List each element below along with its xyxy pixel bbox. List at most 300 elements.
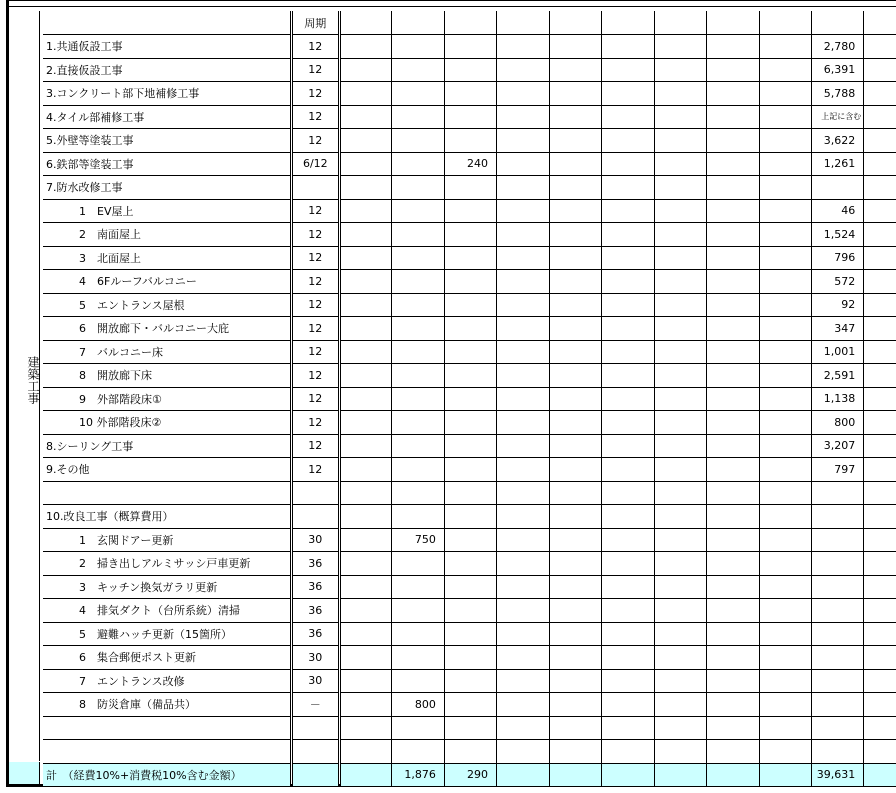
table-cell[interactable]: [655, 58, 707, 82]
period-cell[interactable]: 12: [291, 199, 339, 223]
table-cell[interactable]: [339, 387, 391, 411]
amount-cell[interactable]: [812, 716, 864, 740]
table-cell[interactable]: [339, 622, 391, 646]
table-cell[interactable]: [339, 246, 391, 270]
item-label-cell[interactable]: 6 開放廊下・バルコニー大庇: [43, 317, 291, 341]
table-cell[interactable]: [864, 223, 896, 247]
table-cell[interactable]: [550, 669, 602, 693]
table-cell[interactable]: [864, 317, 896, 341]
cost-cell-2[interactable]: [444, 669, 496, 693]
table-cell[interactable]: [707, 176, 760, 200]
cost-cell-2[interactable]: [444, 317, 496, 341]
amount-cell[interactable]: 3,207: [812, 434, 864, 458]
cost-cell-1[interactable]: 750: [391, 528, 444, 552]
cost-cell-1[interactable]: [391, 340, 444, 364]
table-cell[interactable]: [707, 740, 760, 764]
amount-cell[interactable]: 6,391: [812, 58, 864, 82]
cost-cell-2[interactable]: [444, 599, 496, 623]
table-cell[interactable]: [760, 270, 812, 294]
cost-cell-2[interactable]: [444, 129, 496, 153]
table-cell[interactable]: [496, 129, 549, 153]
period-cell[interactable]: 12: [291, 458, 339, 482]
item-label-cell[interactable]: 5 エントランス屋根: [43, 293, 291, 317]
table-cell[interactable]: [707, 152, 760, 176]
table-cell[interactable]: [655, 552, 707, 576]
table-cell[interactable]: [496, 152, 549, 176]
cost-cell-2[interactable]: [444, 35, 496, 59]
table-cell[interactable]: [339, 129, 391, 153]
table-cell[interactable]: [602, 599, 655, 623]
table-cell[interactable]: [550, 716, 602, 740]
table-cell[interactable]: [339, 763, 391, 787]
table-cell[interactable]: [602, 152, 655, 176]
cost-cell-2[interactable]: [444, 223, 496, 247]
table-cell[interactable]: [760, 293, 812, 317]
amount-cell[interactable]: [812, 599, 864, 623]
amount-cell[interactable]: [812, 552, 864, 576]
table-cell[interactable]: [496, 669, 549, 693]
cost-cell-1[interactable]: 1,876: [391, 763, 444, 787]
header-cell[interactable]: [550, 11, 602, 35]
table-cell[interactable]: [550, 693, 602, 717]
period-cell[interactable]: 12: [291, 129, 339, 153]
cost-cell-1[interactable]: [391, 740, 444, 764]
table-cell[interactable]: [339, 575, 391, 599]
table-cell[interactable]: [550, 740, 602, 764]
table-cell[interactable]: [339, 458, 391, 482]
table-cell[interactable]: [602, 575, 655, 599]
table-cell[interactable]: [707, 505, 760, 529]
table-cell[interactable]: [760, 599, 812, 623]
item-label-cell[interactable]: 10 外部階段床②: [43, 411, 291, 435]
table-cell[interactable]: [496, 82, 549, 106]
period-cell[interactable]: 12: [291, 364, 339, 388]
table-cell[interactable]: [339, 552, 391, 576]
table-cell[interactable]: [550, 575, 602, 599]
table-cell[interactable]: [655, 246, 707, 270]
table-cell[interactable]: [707, 458, 760, 482]
table-cell[interactable]: [496, 552, 549, 576]
period-cell[interactable]: 36: [291, 622, 339, 646]
table-cell[interactable]: [550, 270, 602, 294]
table-cell[interactable]: [655, 105, 707, 129]
table-cell[interactable]: [707, 293, 760, 317]
table-cell[interactable]: [602, 270, 655, 294]
table-cell[interactable]: [550, 528, 602, 552]
table-cell[interactable]: [655, 481, 707, 505]
table-cell[interactable]: [655, 763, 707, 787]
amount-cell[interactable]: 2,591: [812, 364, 864, 388]
table-cell[interactable]: [339, 411, 391, 435]
table-cell[interactable]: [864, 575, 896, 599]
table-cell[interactable]: [864, 82, 896, 106]
item-label-cell[interactable]: 3 北面屋上: [43, 246, 291, 270]
table-cell[interactable]: [864, 129, 896, 153]
table-cell[interactable]: [864, 646, 896, 670]
table-cell[interactable]: [339, 528, 391, 552]
table-cell[interactable]: [339, 716, 391, 740]
table-cell[interactable]: [550, 552, 602, 576]
item-label-cell[interactable]: [43, 740, 291, 764]
table-cell[interactable]: [602, 411, 655, 435]
cost-cell-1[interactable]: [391, 58, 444, 82]
table-cell[interactable]: [707, 35, 760, 59]
table-cell[interactable]: [339, 669, 391, 693]
cost-cell-1[interactable]: [391, 599, 444, 623]
table-cell[interactable]: [864, 599, 896, 623]
table-cell[interactable]: [655, 340, 707, 364]
cost-cell-1[interactable]: [391, 434, 444, 458]
table-cell[interactable]: [864, 340, 896, 364]
header-cell[interactable]: [602, 11, 655, 35]
cost-cell-1[interactable]: [391, 552, 444, 576]
cost-cell-2[interactable]: 240: [444, 152, 496, 176]
table-cell[interactable]: [760, 246, 812, 270]
table-cell[interactable]: [760, 434, 812, 458]
amount-cell[interactable]: 上記に含む: [812, 105, 864, 129]
table-cell[interactable]: [760, 35, 812, 59]
table-cell[interactable]: [496, 411, 549, 435]
table-cell[interactable]: [760, 411, 812, 435]
table-cell[interactable]: [707, 58, 760, 82]
period-cell[interactable]: 12: [291, 58, 339, 82]
table-cell[interactable]: [864, 434, 896, 458]
table-cell[interactable]: [655, 528, 707, 552]
header-cell[interactable]: [707, 11, 760, 35]
table-cell[interactable]: [602, 693, 655, 717]
period-cell[interactable]: －: [291, 693, 339, 717]
table-cell[interactable]: [339, 599, 391, 623]
table-cell[interactable]: [496, 740, 549, 764]
table-cell[interactable]: [864, 58, 896, 82]
table-cell[interactable]: [339, 434, 391, 458]
header-cell[interactable]: [760, 11, 812, 35]
amount-cell[interactable]: [812, 575, 864, 599]
table-cell[interactable]: [760, 716, 812, 740]
table-cell[interactable]: [602, 622, 655, 646]
cost-cell-2[interactable]: 290: [444, 763, 496, 787]
table-cell[interactable]: [655, 505, 707, 529]
table-cell[interactable]: [602, 458, 655, 482]
table-cell[interactable]: [602, 528, 655, 552]
table-cell[interactable]: [496, 58, 549, 82]
table-cell[interactable]: [760, 528, 812, 552]
table-cell[interactable]: [655, 176, 707, 200]
table-cell[interactable]: [550, 481, 602, 505]
table-cell[interactable]: [760, 669, 812, 693]
table-cell[interactable]: [707, 763, 760, 787]
amount-cell[interactable]: 39,631: [812, 763, 864, 787]
cost-cell-1[interactable]: [391, 387, 444, 411]
table-cell[interactable]: [864, 176, 896, 200]
amount-cell[interactable]: [812, 622, 864, 646]
amount-cell[interactable]: [812, 528, 864, 552]
table-cell[interactable]: [760, 129, 812, 153]
table-cell[interactable]: [707, 669, 760, 693]
period-cell[interactable]: 12: [291, 246, 339, 270]
table-cell[interactable]: [339, 505, 391, 529]
period-cell[interactable]: 12: [291, 105, 339, 129]
table-cell[interactable]: [655, 152, 707, 176]
table-cell[interactable]: [550, 599, 602, 623]
table-cell[interactable]: [760, 364, 812, 388]
table-cell[interactable]: [864, 505, 896, 529]
table-cell[interactable]: [339, 58, 391, 82]
table-cell[interactable]: [707, 364, 760, 388]
table-cell[interactable]: [602, 199, 655, 223]
period-cell[interactable]: 12: [291, 387, 339, 411]
table-cell[interactable]: [496, 340, 549, 364]
table-cell[interactable]: [864, 528, 896, 552]
table-cell[interactable]: [655, 82, 707, 106]
table-cell[interactable]: [864, 364, 896, 388]
header-cell[interactable]: [864, 11, 896, 35]
period-cell[interactable]: 12: [291, 340, 339, 364]
amount-cell[interactable]: [812, 740, 864, 764]
table-cell[interactable]: [496, 387, 549, 411]
table-cell[interactable]: [550, 152, 602, 176]
item-label-cell[interactable]: 4 6Fルーフバルコニー: [43, 270, 291, 294]
table-cell[interactable]: [550, 458, 602, 482]
item-label-cell[interactable]: 8.シーリング工事: [43, 434, 291, 458]
amount-cell[interactable]: 1,261: [812, 152, 864, 176]
cost-cell-1[interactable]: [391, 575, 444, 599]
table-cell[interactable]: [760, 317, 812, 341]
table-cell[interactable]: [707, 575, 760, 599]
item-label-cell[interactable]: 10.改良工事（概算費用）: [43, 505, 291, 529]
table-cell[interactable]: [496, 293, 549, 317]
table-cell[interactable]: [707, 82, 760, 106]
table-cell[interactable]: [550, 246, 602, 270]
table-cell[interactable]: [496, 317, 549, 341]
amount-cell[interactable]: 3,622: [812, 129, 864, 153]
item-label-cell[interactable]: 3 キッチン換気ガラリ更新: [43, 575, 291, 599]
amount-cell[interactable]: 797: [812, 458, 864, 482]
amount-cell[interactable]: 796: [812, 246, 864, 270]
cost-cell-1[interactable]: [391, 669, 444, 693]
cost-cell-1[interactable]: [391, 82, 444, 106]
header-cell[interactable]: [812, 11, 864, 35]
period-cell[interactable]: [291, 481, 339, 505]
table-cell[interactable]: [496, 199, 549, 223]
amount-cell[interactable]: [812, 693, 864, 717]
item-label-cell[interactable]: 5.外壁等塗装工事: [43, 129, 291, 153]
table-cell[interactable]: [707, 317, 760, 341]
table-cell[interactable]: [602, 58, 655, 82]
table-cell[interactable]: [707, 716, 760, 740]
header-cell[interactable]: [391, 11, 444, 35]
table-cell[interactable]: [339, 35, 391, 59]
cost-cell-2[interactable]: [444, 622, 496, 646]
amount-cell[interactable]: 1,138: [812, 387, 864, 411]
table-cell[interactable]: [339, 364, 391, 388]
table-cell[interactable]: [496, 481, 549, 505]
cost-cell-1[interactable]: [391, 411, 444, 435]
table-cell[interactable]: [550, 58, 602, 82]
table-cell[interactable]: [339, 317, 391, 341]
table-cell[interactable]: [602, 82, 655, 106]
table-cell[interactable]: [760, 458, 812, 482]
table-cell[interactable]: [602, 505, 655, 529]
table-cell[interactable]: [550, 505, 602, 529]
table-cell[interactable]: [602, 317, 655, 341]
period-cell[interactable]: [291, 763, 339, 787]
header-cell[interactable]: [655, 11, 707, 35]
table-cell[interactable]: [707, 411, 760, 435]
period-cell[interactable]: 30: [291, 528, 339, 552]
table-cell[interactable]: [339, 481, 391, 505]
table-cell[interactable]: [550, 622, 602, 646]
amount-cell[interactable]: 5,788: [812, 82, 864, 106]
item-label-cell[interactable]: 6 集合郵便ポスト更新: [43, 646, 291, 670]
table-cell[interactable]: [655, 223, 707, 247]
table-cell[interactable]: [602, 740, 655, 764]
table-cell[interactable]: [496, 176, 549, 200]
cost-cell-2[interactable]: [444, 505, 496, 529]
item-label-cell[interactable]: 2 掃き出しアルミサッシ戸車更新: [43, 552, 291, 576]
cost-cell-1[interactable]: [391, 199, 444, 223]
item-label-cell[interactable]: 5 避難ハッチ更新（15箇所）: [43, 622, 291, 646]
table-cell[interactable]: [864, 669, 896, 693]
table-cell[interactable]: [707, 552, 760, 576]
table-cell[interactable]: [602, 763, 655, 787]
table-cell[interactable]: [655, 35, 707, 59]
table-cell[interactable]: [707, 270, 760, 294]
amount-cell[interactable]: 2,780: [812, 35, 864, 59]
table-cell[interactable]: [496, 246, 549, 270]
table-cell[interactable]: [655, 199, 707, 223]
cost-cell-1[interactable]: [391, 246, 444, 270]
table-cell[interactable]: [864, 387, 896, 411]
table-cell[interactable]: [760, 646, 812, 670]
period-cell[interactable]: 36: [291, 575, 339, 599]
table-cell[interactable]: [550, 434, 602, 458]
period-cell[interactable]: 6/12: [291, 152, 339, 176]
amount-cell[interactable]: [812, 481, 864, 505]
table-cell[interactable]: [655, 364, 707, 388]
period-cell[interactable]: 36: [291, 599, 339, 623]
table-cell[interactable]: [760, 387, 812, 411]
table-cell[interactable]: [760, 552, 812, 576]
table-cell[interactable]: [496, 528, 549, 552]
table-cell[interactable]: [602, 716, 655, 740]
cost-cell-1[interactable]: [391, 481, 444, 505]
table-cell[interactable]: [655, 293, 707, 317]
table-cell[interactable]: [496, 716, 549, 740]
table-cell[interactable]: [655, 387, 707, 411]
cost-cell-2[interactable]: [444, 528, 496, 552]
period-cell[interactable]: [291, 716, 339, 740]
header-cell[interactable]: [339, 11, 391, 35]
cost-cell-2[interactable]: [444, 387, 496, 411]
table-cell[interactable]: [602, 669, 655, 693]
table-cell[interactable]: [550, 35, 602, 59]
table-cell[interactable]: [655, 317, 707, 341]
header-period-cell[interactable]: 周期: [291, 11, 339, 35]
amount-cell[interactable]: [812, 505, 864, 529]
item-label-cell[interactable]: 4.タイル部補修工事: [43, 105, 291, 129]
item-label-cell[interactable]: 7.防水改修工事: [43, 176, 291, 200]
table-cell[interactable]: [496, 622, 549, 646]
amount-cell[interactable]: 347: [812, 317, 864, 341]
table-cell[interactable]: [550, 129, 602, 153]
cost-cell-2[interactable]: [444, 716, 496, 740]
table-cell[interactable]: [496, 646, 549, 670]
table-cell[interactable]: [864, 270, 896, 294]
table-cell[interactable]: [550, 387, 602, 411]
cost-cell-1[interactable]: [391, 129, 444, 153]
amount-cell[interactable]: 46: [812, 199, 864, 223]
table-cell[interactable]: [707, 199, 760, 223]
total-label-cell[interactable]: 計 （経費10%+消費税10%含む金額）: [43, 763, 291, 787]
table-cell[interactable]: [655, 599, 707, 623]
table-cell[interactable]: [707, 481, 760, 505]
table-cell[interactable]: [760, 505, 812, 529]
table-cell[interactable]: [864, 293, 896, 317]
amount-cell[interactable]: 1,001: [812, 340, 864, 364]
table-cell[interactable]: [602, 35, 655, 59]
table-cell[interactable]: [339, 740, 391, 764]
table-cell[interactable]: [864, 622, 896, 646]
table-cell[interactable]: [707, 340, 760, 364]
period-cell[interactable]: 12: [291, 82, 339, 106]
table-cell[interactable]: [655, 740, 707, 764]
table-cell[interactable]: [864, 458, 896, 482]
table-cell[interactable]: [707, 246, 760, 270]
table-cell[interactable]: [550, 82, 602, 106]
table-cell[interactable]: [864, 105, 896, 129]
cost-cell-2[interactable]: [444, 693, 496, 717]
table-cell[interactable]: [707, 434, 760, 458]
total-side-cell[interactable]: [9, 762, 40, 784]
cost-cell-1[interactable]: [391, 176, 444, 200]
table-cell[interactable]: [550, 176, 602, 200]
table-cell[interactable]: [339, 340, 391, 364]
table-cell[interactable]: [655, 669, 707, 693]
cost-cell-2[interactable]: [444, 552, 496, 576]
table-cell[interactable]: [864, 411, 896, 435]
cost-cell-1[interactable]: [391, 364, 444, 388]
table-cell[interactable]: [760, 105, 812, 129]
table-cell[interactable]: [550, 105, 602, 129]
amount-cell[interactable]: 800: [812, 411, 864, 435]
item-label-cell[interactable]: 9.その他: [43, 458, 291, 482]
table-cell[interactable]: [550, 364, 602, 388]
table-cell[interactable]: [339, 199, 391, 223]
table-cell[interactable]: [602, 223, 655, 247]
table-cell[interactable]: [760, 199, 812, 223]
period-cell[interactable]: 12: [291, 270, 339, 294]
cost-cell-2[interactable]: [444, 434, 496, 458]
cost-cell-1[interactable]: [391, 270, 444, 294]
table-cell[interactable]: [496, 763, 549, 787]
table-cell[interactable]: [707, 599, 760, 623]
table-cell[interactable]: [760, 82, 812, 106]
table-cell[interactable]: [864, 199, 896, 223]
cost-cell-1[interactable]: [391, 152, 444, 176]
cost-cell-2[interactable]: [444, 411, 496, 435]
amount-cell[interactable]: [812, 176, 864, 200]
item-label-cell[interactable]: 2 南面屋上: [43, 223, 291, 247]
period-cell[interactable]: 12: [291, 317, 339, 341]
table-cell[interactable]: [655, 575, 707, 599]
cost-cell-2[interactable]: [444, 458, 496, 482]
table-cell[interactable]: [339, 152, 391, 176]
table-cell[interactable]: [550, 411, 602, 435]
header-cell[interactable]: [496, 11, 549, 35]
table-cell[interactable]: [864, 35, 896, 59]
period-cell[interactable]: 30: [291, 646, 339, 670]
